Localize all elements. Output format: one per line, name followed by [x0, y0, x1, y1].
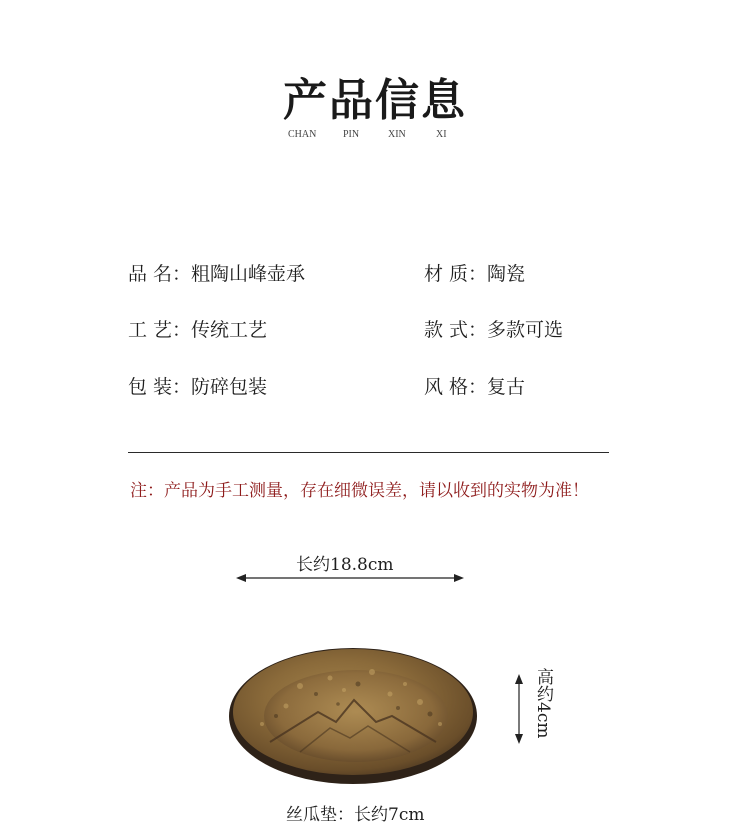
info-label: 风 格：	[424, 376, 488, 398]
loofah-pad-caption: 丝瓜垫：长约7cm	[286, 805, 425, 825]
info-value: 复古	[487, 376, 526, 398]
info-label: 包 装：	[128, 376, 192, 398]
length-arrow	[236, 574, 464, 582]
plate-image	[229, 648, 477, 784]
page-title: 产品信息	[283, 75, 467, 126]
measurement-note: 注：产品为手工测量，存在细微误差，请以收到的实物为准！	[130, 481, 589, 501]
pinyin-chan: CHAN	[288, 129, 317, 140]
info-value: 传统工艺	[191, 319, 268, 341]
info-value: 多款可选	[487, 319, 564, 341]
height-label: 高约4cm	[533, 668, 553, 739]
length-label: 长约18.8cm	[296, 555, 394, 575]
info-label: 材 质：	[424, 263, 488, 285]
info-label: 品 名：	[128, 263, 192, 285]
info-value: 陶瓷	[487, 263, 526, 285]
pinyin-xi: XI	[436, 129, 447, 140]
info-value: 粗陶山峰壶承	[191, 263, 306, 285]
pinyin-xin: XIN	[388, 129, 406, 140]
info-label: 工 艺：	[128, 319, 192, 341]
height-arrow	[515, 674, 523, 744]
info-value: 防碎包装	[191, 376, 268, 398]
info-label: 款 式：	[424, 319, 488, 341]
pinyin-pin: PIN	[343, 129, 360, 140]
